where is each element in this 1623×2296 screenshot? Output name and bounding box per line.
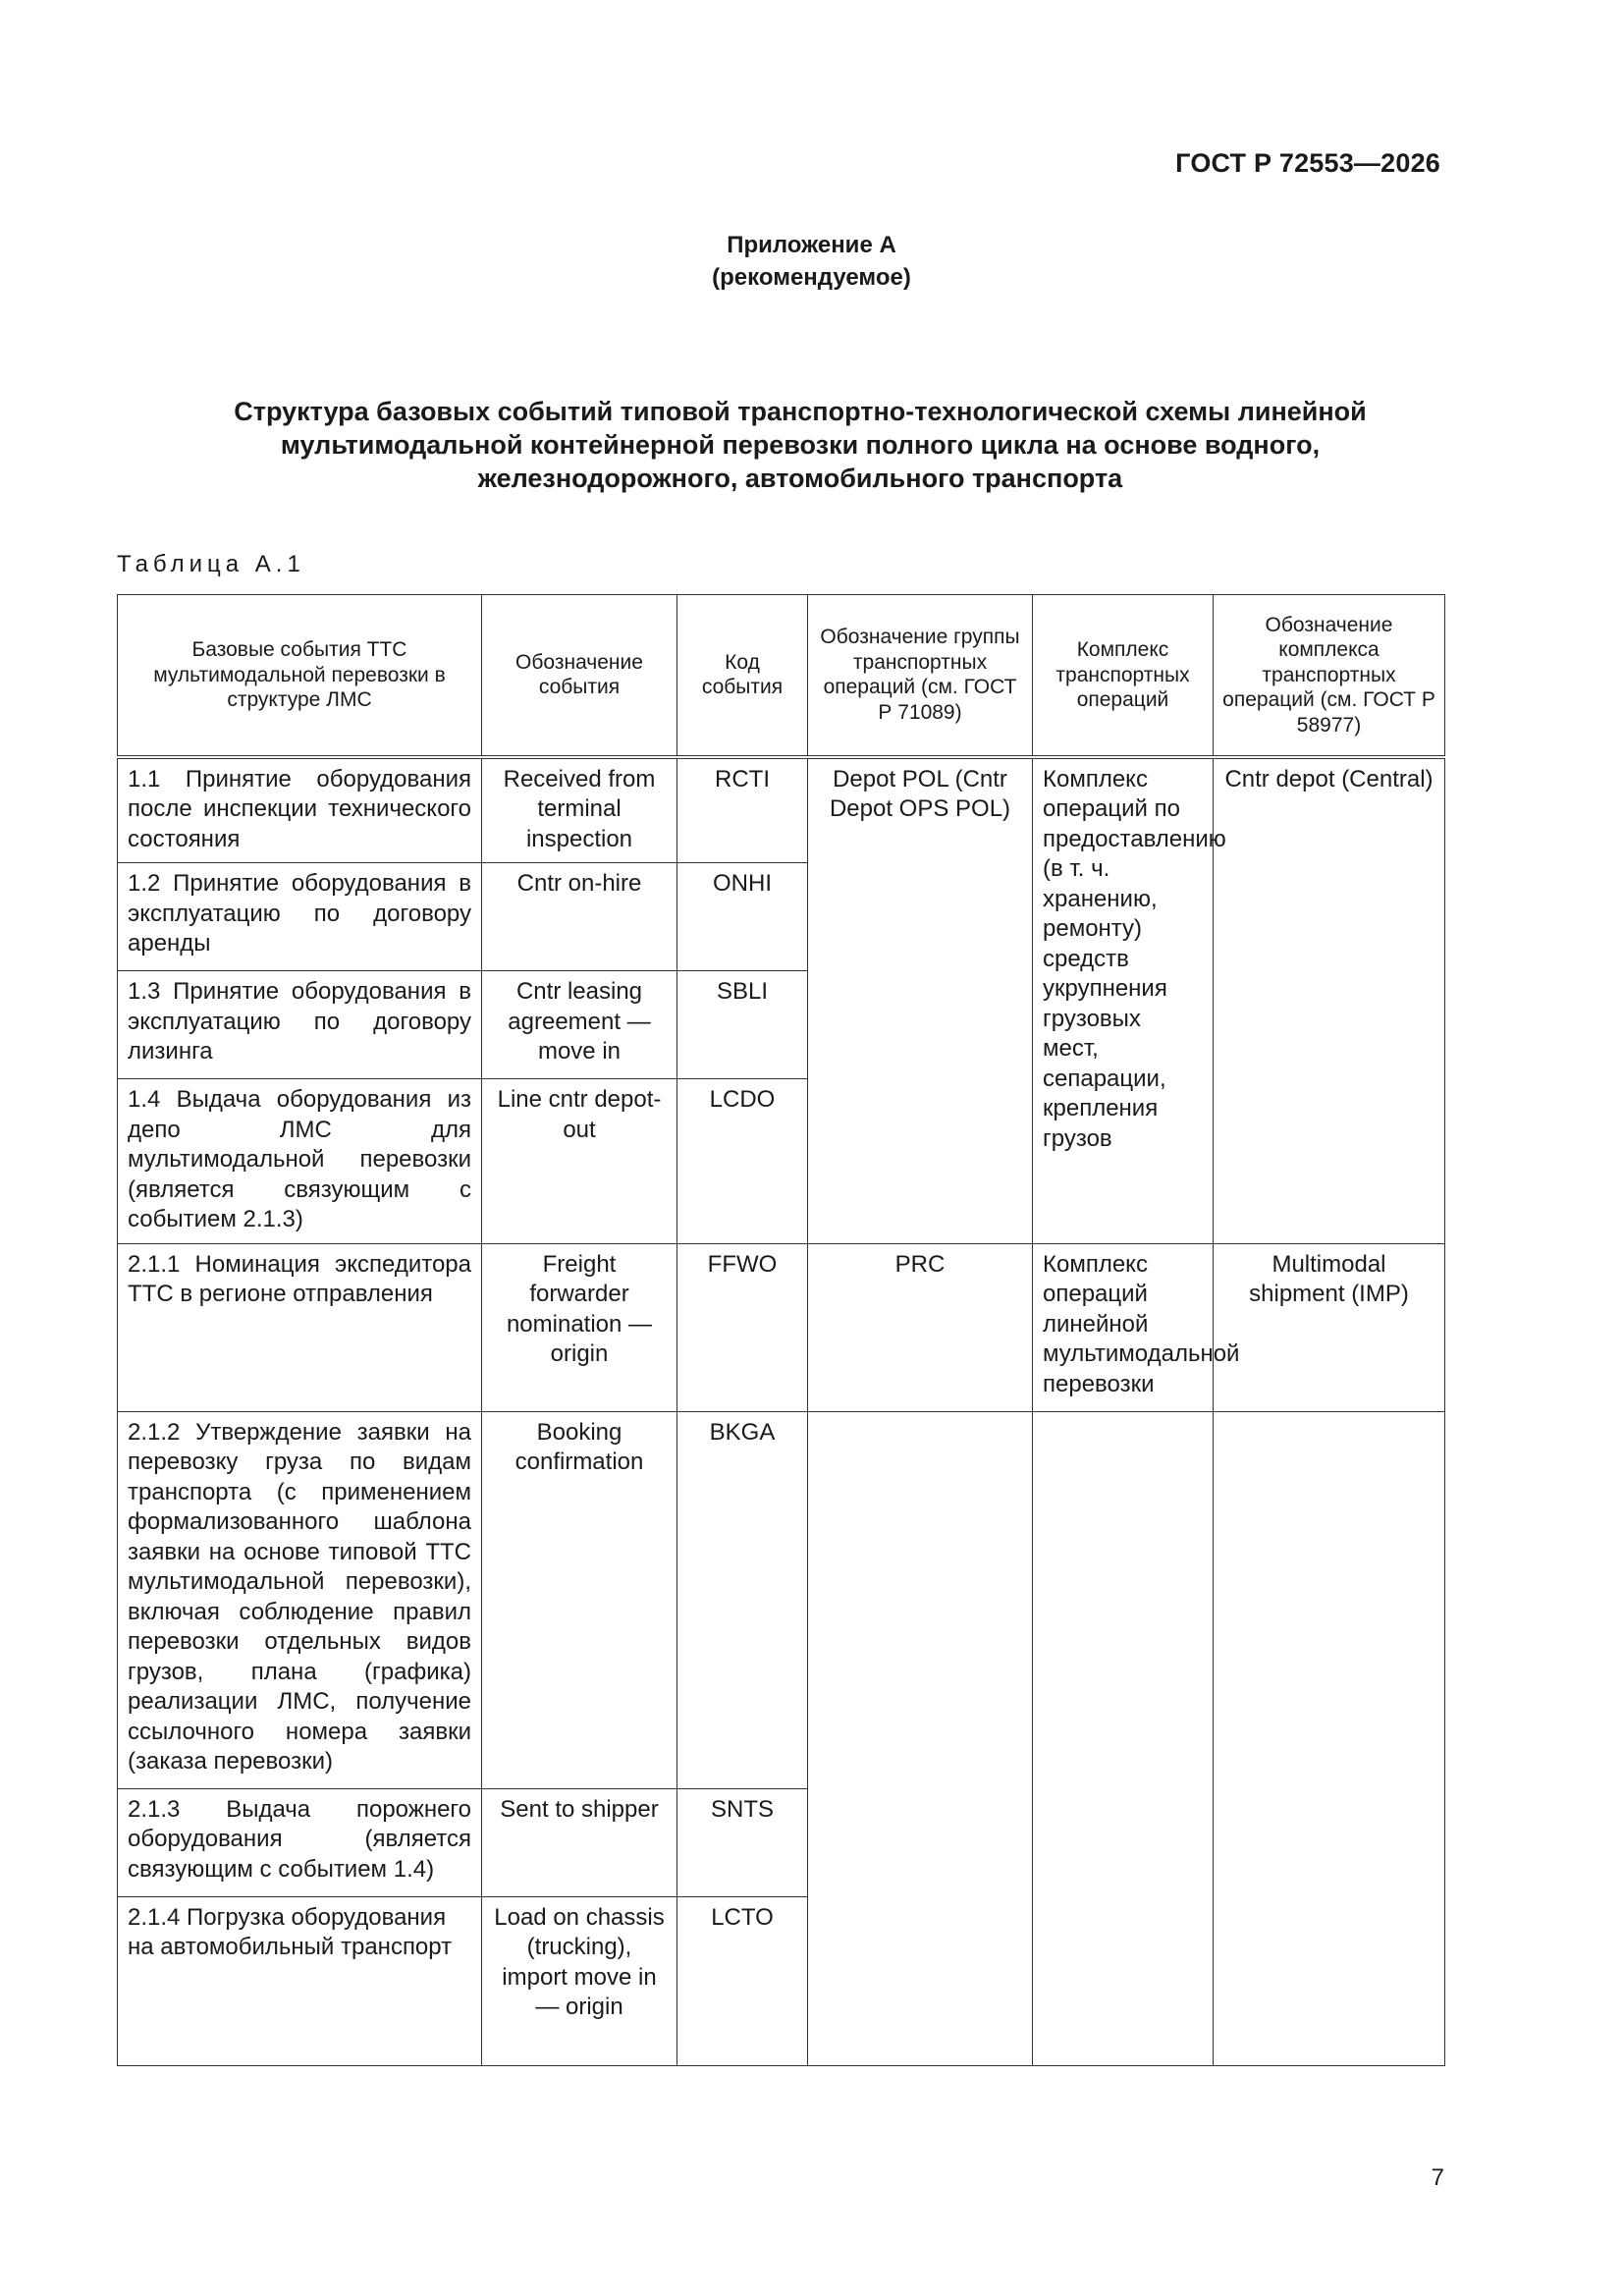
group-cell-empty <box>808 1411 1033 2065</box>
code-cell: LCTO <box>677 1896 808 2065</box>
complex-code-cell: Multimodal shipment (IMP) <box>1214 1243 1445 1411</box>
code-cell: FFWO <box>677 1243 808 1411</box>
event-cell: 2.1.3 Выдача порожнего оборудования (является связующим с событием 1.4) <box>118 1788 482 1896</box>
title-line-3: железнодорожного, автомобильного транспорта <box>477 464 1123 493</box>
header-cell: Комплекс транспортных операций <box>1033 595 1214 757</box>
table-row <box>118 1411 1445 1788</box>
designation-cell: Cntr on-hire <box>482 863 677 971</box>
header-cell: Обозначение события <box>482 595 677 757</box>
event-cell: 2.1.2 Утверждение заявки на перевозку груза по видам транспорта (с применением формализованного шаблона заявки на основе типовой ТТС мультимодальной перевозки), включая соблюдение правил перевозки отдельных видов грузов, плана (графика) реализации ЛМС, получение ссылочного номера заявки (заказа перевозки) <box>118 1411 482 1788</box>
title-line-2: мультимодальной контейнерной перевозки полного цикла на основе водного, <box>280 430 1321 460</box>
code-cell: BKGA <box>677 1411 808 1788</box>
appendix-heading <box>0 229 1623 294</box>
header-cell: Обозначение комплекса транспортных операций (см. ГОСТ Р 58977) <box>1214 595 1445 757</box>
table-header-row <box>118 595 1445 757</box>
header-cell: Базовые события ТТС мультимодальной перевозки в структуре ЛМС <box>118 595 482 757</box>
standard-code: ГОСТ Р 72553—2026 <box>1175 148 1440 178</box>
complex-code-cell-empty <box>1214 1411 1445 2065</box>
event-cell: 2.1.1 Номинация экспедитора ТТС в регионе отправления <box>118 1243 482 1411</box>
code-cell: SNTS <box>677 1788 808 1896</box>
title-line-1: Структура базовых событий типовой транспортно-технологической схемы линейной <box>234 397 1367 426</box>
complex-cell-empty <box>1033 1411 1214 2065</box>
table-row <box>118 757 1445 863</box>
designation-cell: Line cntr depot-out <box>482 1079 677 1244</box>
appendix-status: (рекомендуемое) <box>712 264 911 291</box>
event-cell: 1.1 Принятие оборудования после инспекции технического состояния <box>118 757 482 863</box>
appendix-label: Приложение А <box>727 232 896 258</box>
code-cell: SBLI <box>677 971 808 1079</box>
event-cell: 1.4 Выдача оборудования из депо ЛМС для мультимодальной перевозки (является связующим с событием 2.1.3) <box>118 1079 482 1244</box>
event-cell: 2.1.4 Погрузка оборудования на автомобильный транспорт <box>118 1896 482 2065</box>
designation-cell: Freight forwarder nomination — origin <box>482 1243 677 1411</box>
table-caption: Таблица А.1 <box>117 551 305 577</box>
designation-cell: Sent to shipper <box>482 1788 677 1896</box>
designation-cell: Received from terminal inspection <box>482 757 677 863</box>
header-cell: Обозначение группы транспортных операций (см. ГОСТ Р 71089) <box>808 595 1033 757</box>
group-cell: Depot POL (Cntr Depot OPS POL) <box>808 757 1033 1244</box>
complex-cell: Комплекс операций по предоставлению (в т. ч. хранению, ремонту) средств укрупнения грузовых мест, сепарации, крепления грузов <box>1033 757 1214 1244</box>
header-cell: Код события <box>677 595 808 757</box>
code-cell: RCTI <box>677 757 808 863</box>
designation-cell: Booking confirmation <box>482 1411 677 1788</box>
event-cell: 1.2 Принятие оборудования в эксплуатацию по договору аренды <box>118 863 482 971</box>
complex-cell: Комплекс операций линейной мультимодальной перевозки <box>1033 1243 1214 1411</box>
designation-cell: Load on chassis (trucking), import move in — origin <box>482 1896 677 2065</box>
group-cell: PRC <box>808 1243 1033 1411</box>
event-cell: 1.3 Принятие оборудования в эксплуатацию по договору лизинга <box>118 971 482 1079</box>
events-table <box>117 594 1445 2066</box>
code-cell: LCDO <box>677 1079 808 1244</box>
document-title <box>147 395 1453 495</box>
table-row <box>118 1243 1445 1411</box>
code-cell: ONHI <box>677 863 808 971</box>
page-number: 7 <box>1431 2164 1444 2191</box>
designation-cell: Cntr leasing agreement — move in <box>482 971 677 1079</box>
complex-code-cell: Cntr depot (Central) <box>1214 757 1445 1244</box>
